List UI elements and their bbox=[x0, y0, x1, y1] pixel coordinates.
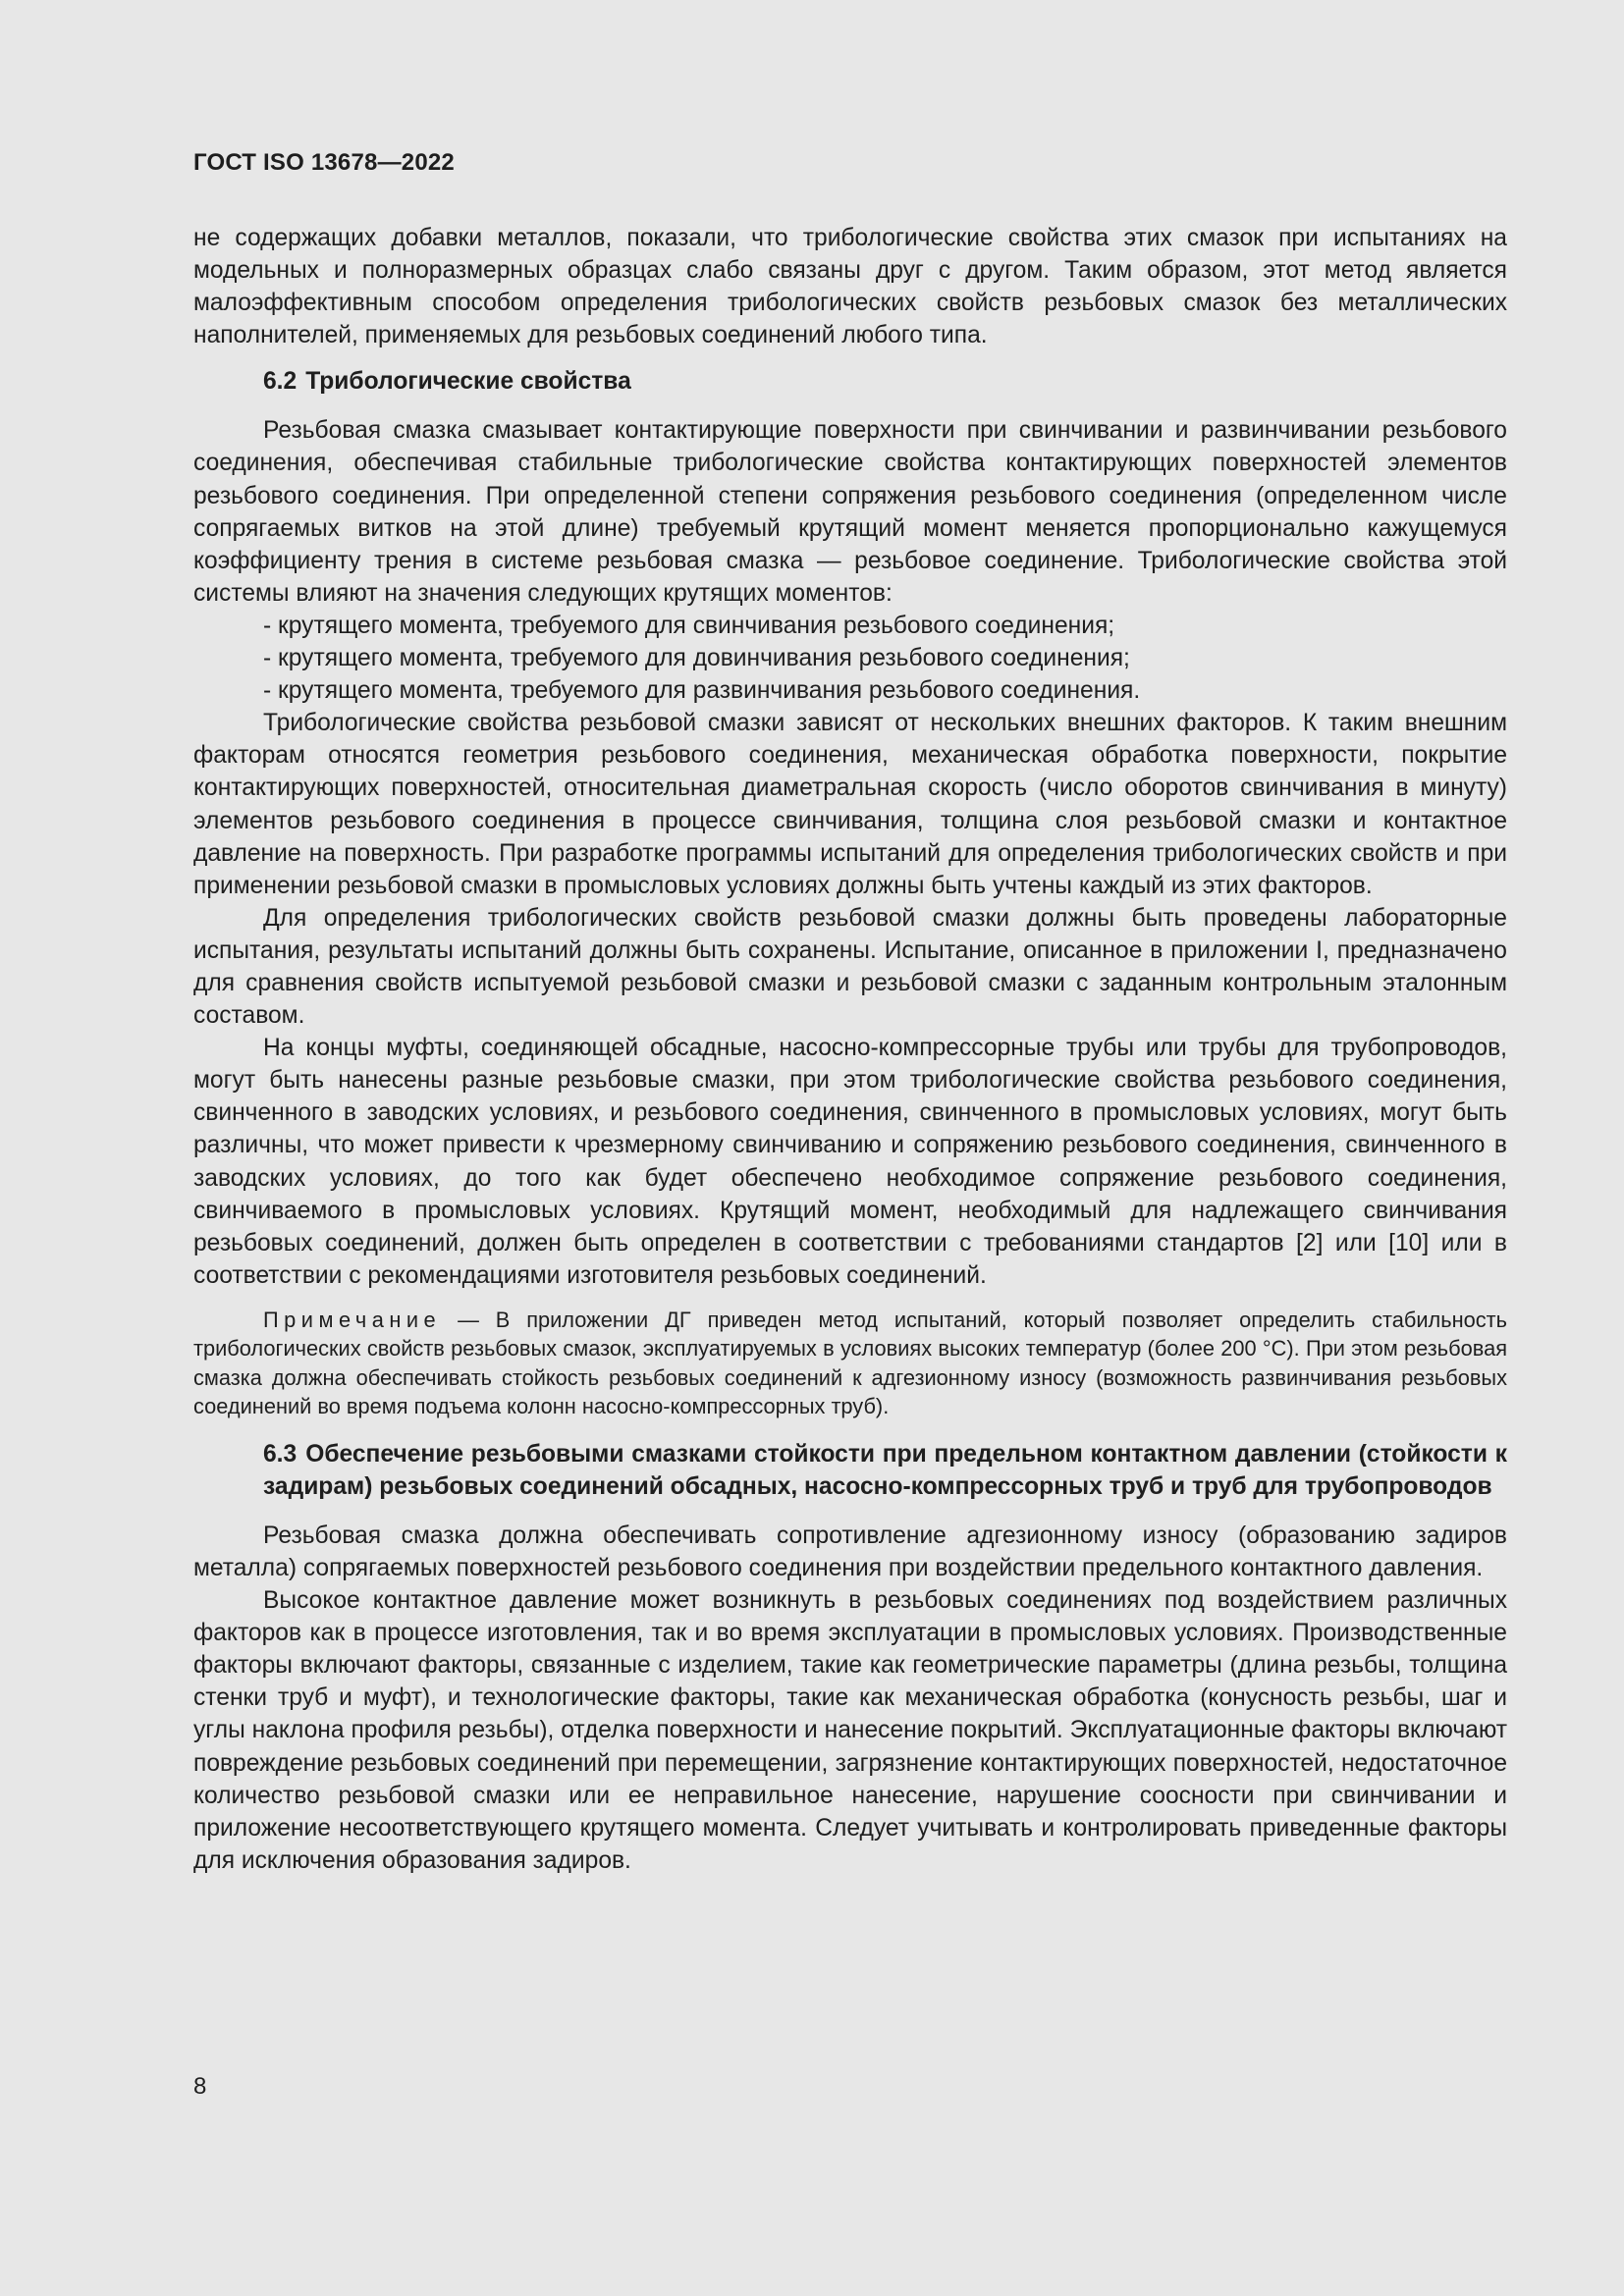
paragraph: Трибологические свойства резьбовой смазки зависят от нескольких внешних факторов. К таким внешним факторам относятся геометрия резьбового соединения, механическая обработка поверхности, покрытие контактирующих поверхностей, относительная диаметральная скорость (число оборотов свинчивания в минуту) элементов резьбового соединения в процессе свинчивания, толщина слоя резьбовой смазки и контактное давление на поверхность. При разработке программы испытаний для определения трибологических свойств и при применении резьбовой смазки в промысловых условиях должны быть учтены каждый из этих факторов. bbox=[193, 710, 1507, 899]
note-text: — В приложении ДГ приведен метод испытаний, который позволяет определить стабильность трибологических свойств резьбовых смазок, эксплуатируемых в условиях высоких температур (более 200 °С). При этом резьбовая смазка должна обеспечивать стойкость резьбовых соединений к адгезионному износу (возможность развинчивания резьбовых соединений во время подъема колонн насосно-компрессорных труб). bbox=[193, 1307, 1507, 1419]
note bbox=[193, 1306, 1507, 1421]
paragraph: Резьбовая смазка должна обеспечивать сопротивление адгезионному износу (образованию задиров металла) сопрягаемых поверхностей резьбового соединения при воздействии предельного контактного давления. bbox=[193, 1522, 1507, 1581]
torque-list bbox=[193, 610, 1507, 707]
list-item: - крутящего момента, требуемого для развинчивания резьбового соединения. bbox=[263, 677, 1141, 705]
section-title: Трибологические свойства bbox=[305, 368, 631, 396]
note-label: Примечание bbox=[263, 1307, 442, 1332]
page-content bbox=[193, 222, 1507, 1877]
list-item: - крутящего момента, требуемого для довинчивания резьбового соединения; bbox=[263, 645, 1130, 672]
paragraph: На концы муфты, соединяющей обсадные, насосно-компрессорные трубы или трубы для трубопроводов, могут быть нанесены разные резьбовые смазки, при этом трибологические свойства резьбового соединения, свинченного в заводских условиях, и резьбового соединения, свинченного в промысловых условиях, могут быть различны, что может привести к чрезмерному свинчиванию и сопряжению резьбового соединения, свинченного в заводских условиях, до того как будет обеспечено необходимое сопряжение резьбового соединения, свинчиваемого в промысловых условиях. Крутящий момент, необходимый для надлежащего свинчивания резьбовых соединений, должен быть определен в соответствии с требованиями стандартов [2] или [10] или в соответствии с рекомендациями изготовителя резьбовых соединений. bbox=[193, 1035, 1507, 1289]
section-heading-6-2 bbox=[193, 365, 1507, 398]
section-number: 6.3 bbox=[263, 1440, 298, 1468]
section-number: 6.2 bbox=[263, 368, 298, 396]
document-code: ГОСТ ISO 13678—2022 bbox=[193, 149, 455, 176]
intro-paragraph: не содержащих добавки металлов, показали, что трибологические свойства этих смазок при испытаниях на модельных и полноразмерных образцах слабо связаны друг с другом. Таким образом, этот метод является малоэффективным способом определения трибологических свойств резьбовых смазок без металлических наполнителей, применяемых для резьбовых соединений любого типа. bbox=[193, 225, 1507, 349]
paragraph: Для определения трибологических свойств резьбовой смазки должны быть проведены лабораторные испытания, результаты испытаний должны быть сохранены. Испытание, описанное в приложении I, предназначено для сравнения свойств испытуемой резьбовой смазки и резьбовой смазки с заданным контрольным эталонным составом. bbox=[193, 904, 1507, 1030]
section-heading-6-3 bbox=[193, 1438, 1507, 1503]
page-number: 8 bbox=[193, 2073, 207, 2100]
paragraph: Высокое контактное давление может возникнуть в резьбовых соединениях под воздействием различных факторов как в процессе изготовления, так и во время эксплуатации в промысловых условиях. Производственные факторы включают факторы, связанные с изделием, такие как геометрические параметры (длина резьбы, толщина стенки труб и муфт), и технологические факторы, такие как механическая обработка (конусность резьбы, шаг и углы наклона профиля резьбы), отделка поверхности и нанесение покрытий. Эксплуатационные факторы включают повреждение резьбовых соединений при перемещении, загрязнение контактирующих поверхностей, недостаточное количество резьбовой смазки или ее неправильное нанесение, нарушение соосности при свинчивании и приложение несоответствующего крутящего момента. Следует учитывать и контролировать приведенные факторы для исключения образования задиров. bbox=[193, 1587, 1507, 1874]
list-item: - крутящего момента, требуемого для свинчивания резьбового соединения; bbox=[263, 612, 1115, 639]
paragraph: Резьбовая смазка смазывает контактирующие поверхности при свинчивании и развинчивании резьбового соединения, обеспечивая стабильные трибологические свойства контактирующих поверхностей элементов резьбового соединения. При определенной степени сопряжения резьбового соединения (определенном числе сопрягаемых витков на этой длине) требуемый крутящий момент меняется пропорционально кажущемуся коэффициенту трения в системе резьбовая смазка — резьбовое соединение. Трибологические свойства этой системы влияют на значения следующих крутящих моментов: bbox=[193, 417, 1507, 607]
section-title: Обеспечение резьбовыми смазками стойкости при предельном контактном давлении (стойкости к задирам) резьбовых соединений обсадных, насосно-компрессорных труб и труб для трубопроводов bbox=[263, 1440, 1507, 1500]
